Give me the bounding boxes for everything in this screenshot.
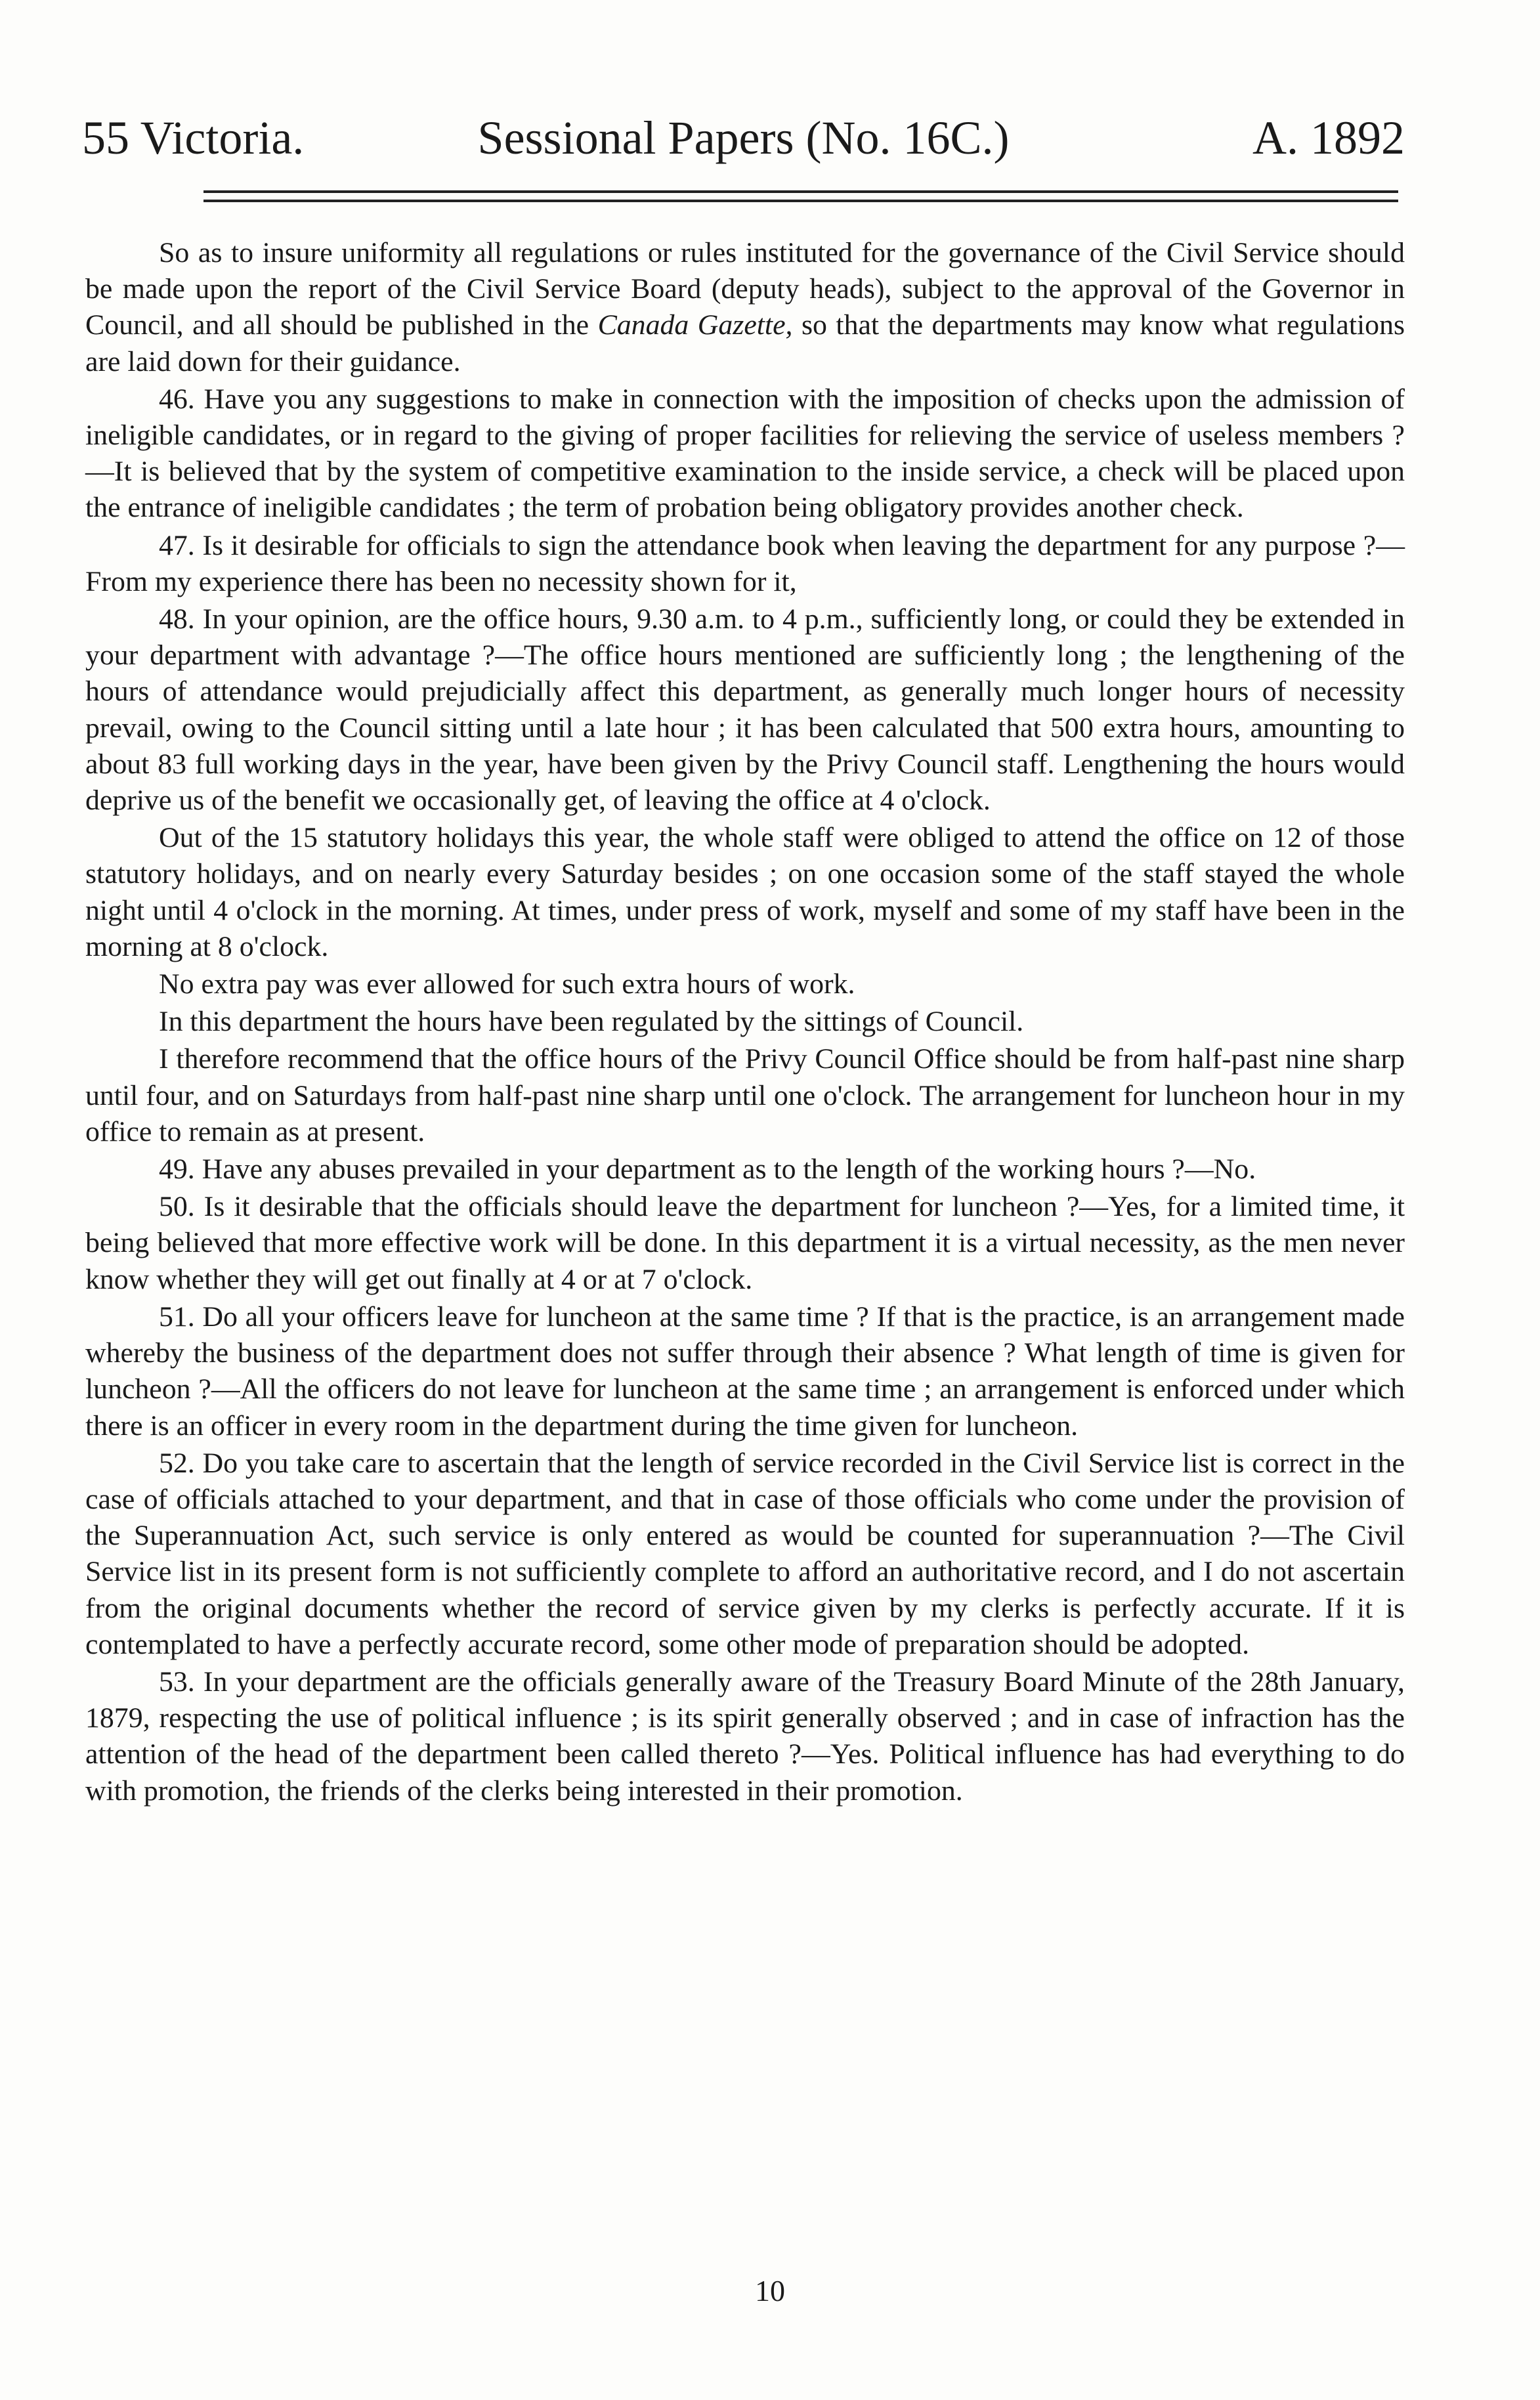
question-48-council: In this department the hours have been regulated by the sittings of Council. xyxy=(159,1006,1024,1038)
question-51: 51. Do all your officers leave for luncheon at the same time ? If that is the practice, is an arrangement made whereby the business of the department does not suffer through their absence ? What length of time is given for luncheon ?—All the officers do not leave for luncheon at the same time ; an arrangement is enforced under which there is an officer in every room in the department during the time given for luncheon. xyxy=(85,1300,1405,1442)
question-50: 50. Is it desirable that the officials should leave the department for luncheon ?—Yes, for a limited time, it being believed that more effective work will be done. In this department it is a virtual necessity, as the men never know whether they will get out finally at 4 or at 7 o'clock. xyxy=(85,1191,1405,1295)
paragraph-intro-italic: Canada Gazette, xyxy=(597,309,793,341)
question-48-holidays: Out of the 15 statutory holidays this year, the whole staff were obliged to attend the office on 12 of those statutory holidays, and on nearly every Saturday besides ; on one occasion some of the staff stayed the whole night until 4 o'clock in the morning. At times, under press of work, myself and some of my staff have been in the morning at 8 o'clock. xyxy=(85,822,1405,962)
question-48-recommendation: I therefore recommend that the office hours of the Privy Council Office should be from half-past nine sharp until four, and on Saturdays from half-past nine sharp until one o'clock. The arrangement for luncheon hour in my office to remain as at present. xyxy=(85,1043,1405,1147)
paragraph-intro-end: so that the departments may know what regulations are laid down for their guidance. xyxy=(85,309,1405,377)
page-number: 10 xyxy=(755,2274,785,2307)
header-rule-top xyxy=(203,190,1398,193)
header-volume: 55 Victoria. xyxy=(82,112,305,164)
question-53: 53. In your department are the officials generally aware of the Treasury Board Minute of the 28th January, 1879, respecting the use of political influence ; is its spirit generally observed ; and in case of infraction has the attention of the head of the department been called thereto ?—Yes. Political influence has had everything to do with promotion, the friends of the clerks being interested in their promotion. xyxy=(85,1665,1405,1807)
header-year: A. 1892 xyxy=(1252,112,1405,164)
header-title: Sessional Papers (No. 16C.) xyxy=(477,112,1010,164)
body-text xyxy=(85,235,1405,1811)
question-48: 48. In your opinion, are the office hours, 9.30 a.m. to 4 p.m., sufficiently long, or could they be extended in your department with advantage ?—The office hours mentioned are sufficiently long ; the lengthening of the hours of attendance would prejudicially affect this department, as generally much longer hours of necessity prevail, owing to the Council sitting until a late hour ; it has been calculated that 500 extra hours, amounting to about 83 full working days in the year, have been given by the Privy Council staff. Lengthening the hours would deprive us of the benefit we occasionally get, of leaving the office at 4 o'clock. xyxy=(85,603,1405,817)
question-47: 47. Is it desirable for officials to sign the attendance book when leaving the department for any purpose ?—From my experience there has been no necessity shown for it, xyxy=(85,529,1405,597)
question-46: 46. Have you any suggestions to make in connection with the imposition of checks upon the admission of ineligible candidates, or in regard to the giving of proper facilities for relieving the service of useless members ?—It is believed that by the system of competitive examination to the inside service, a check will be placed upon the entrance of ineligible candidates ; the term of probation being obligatory provides another check. xyxy=(85,383,1405,524)
running-header xyxy=(82,98,1405,177)
question-48-extra-pay: No extra pay was ever allowed for such extra hours of work. xyxy=(159,968,855,1000)
header-rule-bottom xyxy=(203,200,1398,202)
paragraph-intro-start: So as to insure uniformity all regulations or rules instituted for the governance of the Civil Service should be made upon the report of the Civil Service Board (deputy heads), subject to the approval of the Governor in Council, and all should be published in the xyxy=(85,237,1405,341)
header-double-rule xyxy=(203,190,1398,204)
question-52: 52. Do you take care to ascertain that the length of service recorded in the Civil Service list is correct in the case of officials attached to your department, and that in case of those officials who come under the provision of the Superannuation Act, such service is only entered as would be counted for superannuation ?—The Civil Service list in its present form is not sufficiently complete to afford an authoritative record, and I do not ascertain from the original documents whether the record of service given by my clerks is perfectly accurate. If it is contemplated to have a perfectly accurate record, some other mode of preparation should be adopted. xyxy=(85,1447,1405,1660)
paragraph-intro xyxy=(85,235,1405,380)
question-49: 49. Have any abuses prevailed in your department as to the length of the working hours ?—No. xyxy=(159,1153,1256,1186)
